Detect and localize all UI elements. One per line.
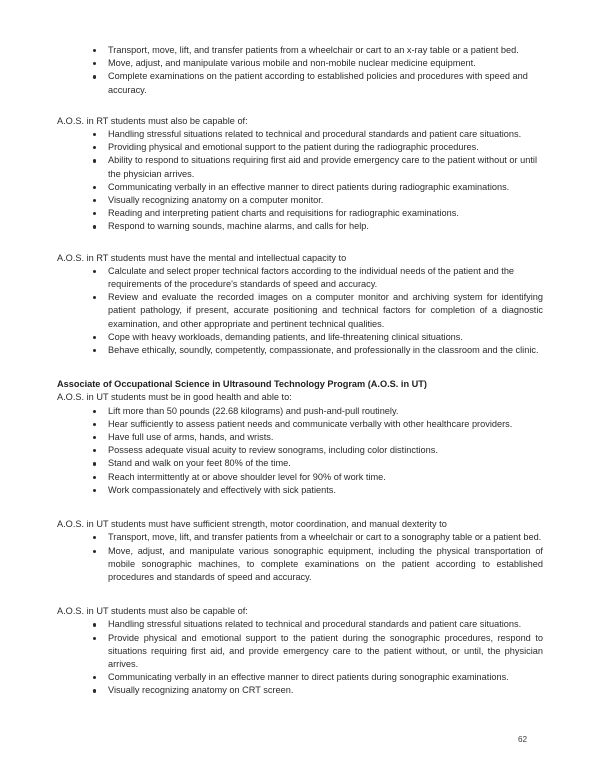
bullet-list <box>57 618 543 697</box>
bullet-point-icon <box>93 75 96 78</box>
list-item <box>57 684 543 697</box>
bullet-list <box>57 265 543 357</box>
section-ut-program <box>57 378 543 497</box>
list-item-text: Handling stressful situations related to technical and procedural standards and patient care situations. <box>108 619 522 630</box>
list-item <box>57 484 543 497</box>
list-item <box>57 405 543 418</box>
list-item-text: Stand and walk on your feet 80% of the time. <box>108 458 291 469</box>
bullet-point-icon <box>93 637 96 640</box>
spacer <box>57 106 543 115</box>
list-item-text: Cope with heavy workloads, demanding patients, and life-threatening clinical situations. <box>108 331 463 342</box>
list-item-text: Communicating verbally in an effective manner to direct patients during sonographic examinations. <box>108 672 509 683</box>
spacer <box>57 593 543 605</box>
list-item-text: Calculate and select proper technical factors according to the individual needs of the patient and the requirements of the procedure's standards of speed and accuracy. <box>108 265 515 290</box>
bullet-point-icon <box>93 62 96 65</box>
list-item <box>57 141 543 154</box>
bullet-point-icon <box>93 436 96 439</box>
list-item-text: Ability to respond to situations requiring first aid and provide emergency care to the patient without or until the physician arrives. <box>108 155 537 179</box>
list-item <box>57 128 543 141</box>
bullet-point-icon <box>93 296 96 299</box>
section-heading: Associate of Occupational Science in Ultrasound Technology Program (A.O.S. in UT) <box>57 379 427 390</box>
page-footer <box>0 735 600 744</box>
section-lead-text: A.O.S. in UT students must be in good health and able to: <box>57 392 292 403</box>
section-rt-capable-of <box>57 115 543 234</box>
list-item <box>57 545 543 585</box>
list-item <box>57 444 543 457</box>
list-item <box>57 457 543 470</box>
bullet-point-icon <box>93 186 96 189</box>
list-item-text: Respond to warning sounds, machine alarms, and calls for help. <box>108 221 369 232</box>
spacer <box>57 506 543 518</box>
list-item-text: Reading and interpreting patient charts and requisitions for radiographic examinations. <box>108 208 459 219</box>
list-item-text: Have full use of arms, hands, and wrists. <box>108 432 274 443</box>
list-item-text: Providing physical and emotional support to the patient during the radiographic procedures. <box>108 142 479 153</box>
section-lead-text: A.O.S. in UT students must also be capable of: <box>57 606 248 617</box>
bullet-point-icon <box>93 462 96 465</box>
bullet-list <box>57 405 543 497</box>
list-item <box>57 418 543 431</box>
list-item-text: Work compassionately and effectively with sick patients. <box>108 484 336 495</box>
list-item <box>57 531 543 544</box>
list-item <box>57 70 543 96</box>
list-item-text: Transport, move, lift, and transfer patients from a wheelchair or cart to an x-ray table or a patient bed. <box>108 45 519 55</box>
bullet-point-icon <box>93 133 96 136</box>
list-item-text: Reach intermittently at or above shoulder level for 90% of work time. <box>108 471 386 482</box>
list-item <box>57 194 543 207</box>
bullet-point-icon <box>93 423 96 426</box>
list-item-text: Communicating verbally in an effective manner to direct patients during radiographic examinations. <box>108 181 510 192</box>
list-item-text: Review and evaluate the recorded images on a computer monitor and archiving system for identifying patient pathology, if present, accurate positioning and technical factors for completion of a diagnostic examination, and other appropriate and pertinent technical qualities. <box>108 292 543 329</box>
bullet-list <box>57 44 543 97</box>
bullet-point-icon <box>93 199 96 202</box>
list-item <box>57 181 543 194</box>
bullet-point-icon <box>93 689 96 692</box>
list-item <box>57 154 543 180</box>
section-ut-capable-of <box>57 605 543 697</box>
list-item <box>57 671 543 684</box>
list-item-text: Provide physical and emotional support to the patient during the sonographic procedures, respond to situations requiring first aid, and provide emergency care to the patient without, or until, the physician arrives. <box>108 632 543 669</box>
section-lead-text: A.O.S. in RT students must have the mental and intellectual capacity to <box>57 252 347 263</box>
bullet-point-icon <box>93 623 96 626</box>
bullet-point-icon <box>93 476 96 479</box>
bullet-point-icon <box>93 336 96 339</box>
bullet-point-icon <box>93 550 96 553</box>
bullet-point-icon <box>93 449 96 452</box>
bullet-point-icon <box>93 159 96 162</box>
section-rt-mental-capacity <box>57 252 543 358</box>
section-lead-text: A.O.S. in RT students must also be capable of: <box>57 115 248 126</box>
page-number: 62 <box>517 735 528 744</box>
list-item-text: Transport, move, lift, and transfer patients from a wheelchair or cart to a sonography table or a patient bed. <box>108 532 542 543</box>
page-content <box>57 44 543 698</box>
list-item-text: Possess adequate visual acuity to review sonograms, including color distinctions. <box>108 445 438 456</box>
section-lead-text: A.O.S. in UT students must have sufficient strength, motor coordination, and manual dexterity to <box>57 519 447 530</box>
list-item <box>57 471 543 484</box>
spacer <box>57 243 543 252</box>
bullet-point-icon <box>93 225 96 228</box>
list-item-text: Handling stressful situations related to technical and procedural standards and patient care situations. <box>108 129 522 140</box>
list-item-text: Visually recognizing anatomy on CRT screen. <box>108 685 294 696</box>
bullet-point-icon <box>93 349 96 352</box>
list-item-text: Move, adjust, and manipulate various mobile and non-mobile nuclear medicine equipment. <box>108 58 476 69</box>
bullet-point-icon <box>93 212 96 215</box>
list-item <box>57 632 543 672</box>
list-item <box>57 57 543 70</box>
list-item <box>57 220 543 233</box>
list-item-text: Complete examinations on the patient according to established policies and procedures with speed and accuracy. <box>108 71 528 95</box>
list-item <box>57 618 543 631</box>
bullet-point-icon <box>93 489 96 492</box>
list-item <box>57 331 543 344</box>
list-item-text: Visually recognizing anatomy on a computer monitor. <box>108 195 324 206</box>
bullet-point-icon <box>93 146 96 149</box>
bullet-point-icon <box>93 49 96 52</box>
list-item-text: Lift more than 50 pounds (22.68 kilograms) and push-and-pull routinely. <box>108 405 399 416</box>
list-item <box>57 431 543 444</box>
list-item-text: Move, adjust, and manipulate various sonographic equipment, including the physical transportation of mobile sonographic machines, to complete examinations on the patient according to established procedures and standards of speed and accuracy. <box>108 545 543 582</box>
list-item <box>57 207 543 220</box>
list-item <box>57 344 543 357</box>
list-item-text: Hear sufficiently to assess patient needs and communicate verbally with other healthcare providers. <box>108 418 513 429</box>
bullet-list <box>57 128 543 234</box>
bullet-point-icon <box>93 270 96 273</box>
section-ut-strength <box>57 518 543 584</box>
bullet-point-icon <box>93 410 96 413</box>
bullet-point-icon <box>93 676 96 679</box>
bullet-list <box>57 531 543 584</box>
list-item-text: Behave ethically, soundly, competently, compassionate, and professionally in the classroom and the clinic. <box>108 345 539 356</box>
bullet-point-icon <box>93 536 96 539</box>
list-item <box>57 291 543 331</box>
list-item <box>57 44 543 57</box>
list-item <box>57 265 543 291</box>
section-rt-strength-continued <box>57 44 543 97</box>
spacer <box>57 366 543 378</box>
